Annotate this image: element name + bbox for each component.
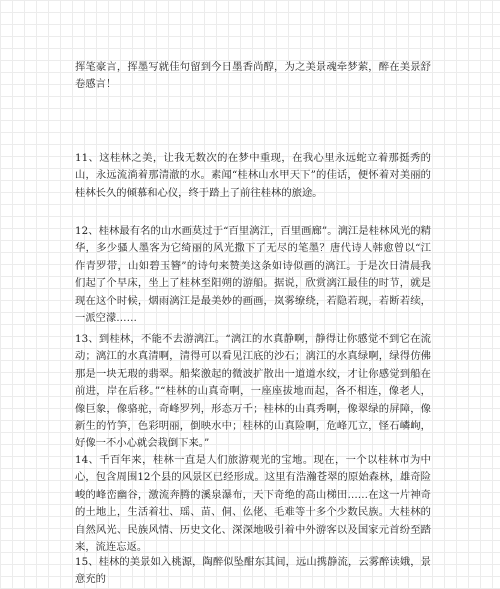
paragraph-14: 14、千百年来，桂林一直是人们旅游观光的宝地。现在，一个以桂林市为中心，包含周围12个县的风景区已经形成。这里有浩瀚苍翠的原始森林，雄奇险峻的峰峦幽谷，激流奔腾的溪泉瀑布，天下奇绝的高山梯田……在这一片神奇的土地上，生活着壮、瑶、苗、侗、仫佬、毛难等十多个少数民族。大桂林的自然风光、民族风情、历史文化、深深地吸引着中外游客以及国家元首纷至踏来，流连忘返。: [75, 454, 431, 554]
paragraph-15: 15、桂林的美景如入桃源，陶醉似坠酣东其间，远山携静流，云雾醉读娥，景意充的: [75, 556, 431, 586]
paragraph-13: 13、到桂林，不能不去游漓江。“漓江的水真静啊，静得让你感觉不到它在流动；漓江的水真清啊，清得可以看见江底的沙石；漓江的水真绿啊，绿得仿佛那是一块无瑕的翡翠。船桨激起的微波扩散出一道道水纹，才让你感觉到船在前进，岸在后移。”“桂林的山真奇啊，一座座拔地而起，各不相连，像老人，像巨象，像骆驼，奇峰罗列，形态万千；桂林的山真秀啊，像翠绿的屏障，像新生的竹笋，色彩明丽，倒映水中；桂林的山真险啊，危峰兀立，怪石嶙峋，好像一不小心就会栽倒下来。”: [75, 333, 431, 450]
paragraph-10-closing: 挥笔豪言，挥墨写就佳句留到今日墨香尚醇，为之美景魂牵梦萦，醉在美景舒卷感言！: [75, 61, 431, 91]
paragraph-12: 12、桂林最有名的山水画莫过于“百里漓江，百里画廊”。漓江是桂林风光的精华，多少骚人墨客为它绮丽的风光撒下了无尽的笔墨？唐代诗人韩愈曾以“江作青罗带，山如碧玉簪”的诗句来赞美这条如诗似画的漓江。于是次日清晨我们起了个早床，坐上了桂林至阳朔的游船。据说，欣赏漓江最佳的时节，就是现在这个时候，烟雨漓江是最美妙的画画，岚雾缭绕，若隐若现，若断若续，一派空濛……: [75, 225, 431, 325]
paragraph-11: 11、这桂林之美，让我无数次的在梦中重现，在我心里永远蛇立着那挺秀的山，永远流淌着那清澈的水。素闻“桂林山水甲天下”的佳话，便怀着对美丽的桂林长久的倾慕和心仪，终于踏上了前往桂林的旅途。: [75, 152, 431, 199]
